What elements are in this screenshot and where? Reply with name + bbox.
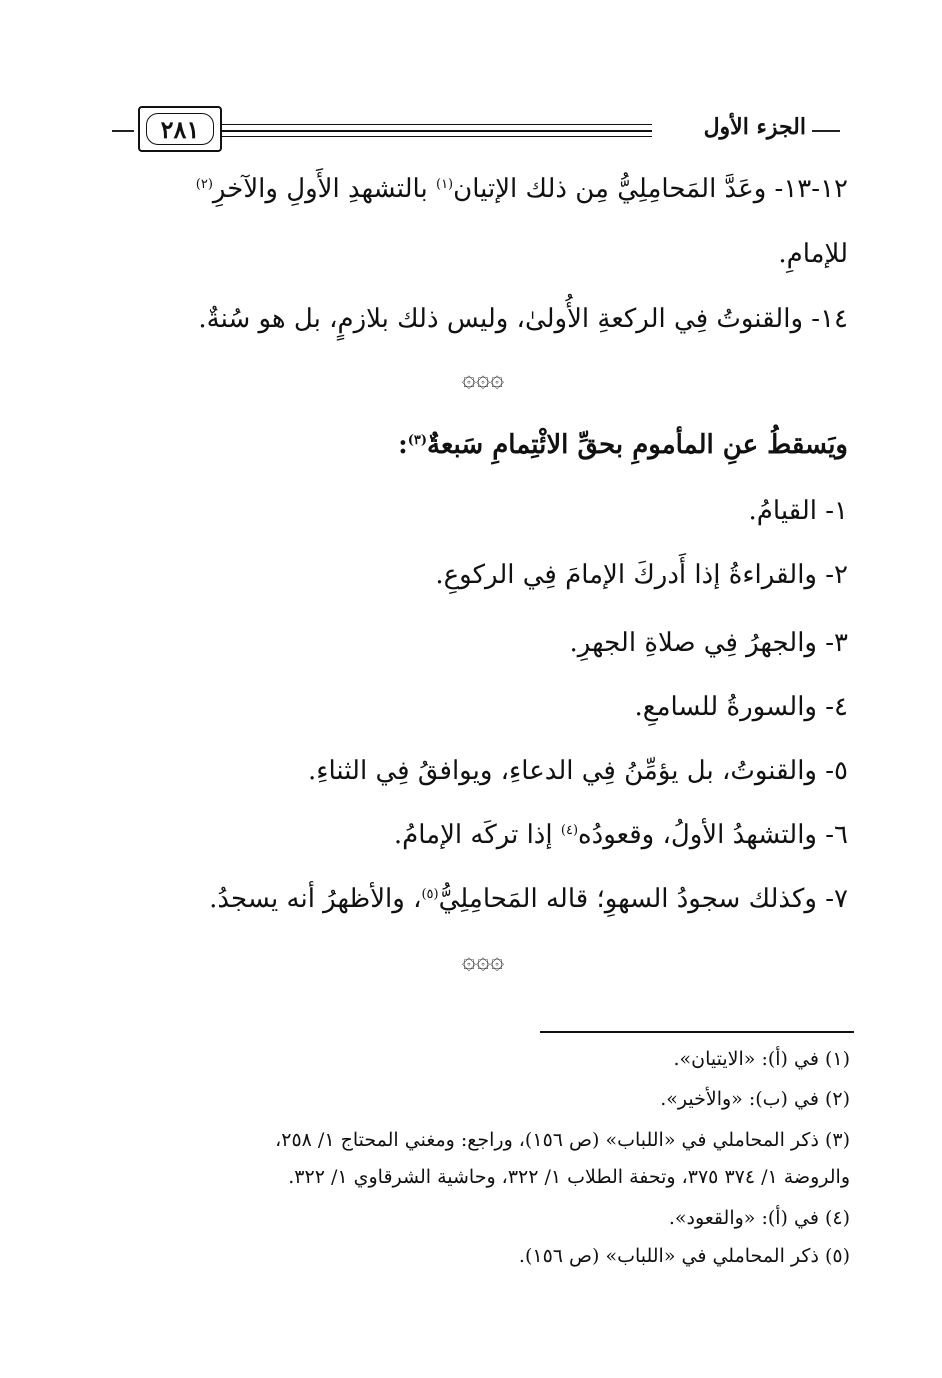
footnote-ref: (٥): [421, 887, 439, 902]
list-item: [394, 818, 848, 852]
footnote-ref: (٢): [195, 177, 213, 192]
text-run: ٦- والتشهدُ الأولُ، وقعودُه: [578, 820, 848, 850]
footnote-ref: (٣): [407, 433, 428, 448]
page-number: ٢٨١: [146, 113, 214, 145]
text-run: ويَسقطُ عنِ المأمومِ بحقِّ الائْتِمامِ سَبعةٌ: [427, 430, 848, 460]
footnote-ref: (٤): [560, 823, 579, 838]
paragraph-line: ١٤- والقنوتُ فِي الركعةِ الأُولىٰ، وليس ذلك بلازمٍ، بل هو سُنةٌ.: [198, 304, 848, 334]
footnote: (٤) في (أ): «والقعود».: [668, 1207, 850, 1229]
section-intro: [398, 428, 848, 462]
paragraph-line: للإمامِ.: [778, 239, 848, 269]
section-divider-ornament: ۞۞۞: [461, 946, 505, 974]
header-title: الجزء الأول: [703, 114, 806, 140]
header-rule-line: [222, 130, 652, 132]
footnote: (٢) في (ب): «والأخير».: [660, 1088, 850, 1110]
paragraph-line: [196, 172, 848, 206]
text-run: :: [398, 430, 408, 460]
page-number-frame: [138, 106, 222, 152]
text-run: ٧- وكذلك سجودُ السهوِ؛ قاله المَحامِلِيُّ: [438, 884, 848, 914]
header-rule-right: [812, 130, 840, 132]
running-header: [112, 104, 840, 156]
text-run: ، والأظهرُ أنه يسجدُ.: [209, 884, 422, 914]
text-run: إذا تركَه الإمامُ.: [393, 820, 561, 850]
text-run: ١٢-١٣- وعَدَّ المَحامِلِيُّ مِن ذلك الإتيان: [453, 174, 848, 204]
list-item: ٣- والجهرُ فِي صلاةِ الجهرِ.: [569, 628, 848, 658]
header-rule-line: [222, 124, 652, 125]
list-item: ٥- والقنوتُ، بل يؤمِّنُ فِي الدعاءِ، ويوافقُ فِي الثناءِ.: [307, 756, 848, 786]
header-rule-line: [222, 136, 652, 137]
list-item: [209, 882, 848, 916]
footnote: (٥) ذكر المحاملي في «اللباب» (ص ١٥٦).: [518, 1245, 850, 1267]
list-item: ٢- والقراءةُ إذا أَدركَ الإمامَ فِي الركوعِ.: [435, 560, 848, 590]
footnote: والروضة ١/ ٣٧٤ ٣٧٥، وتحفة الطلاب ١/ ٣٢٢، وحاشية الشرقاوي ١/ ٣٢٢.: [288, 1166, 850, 1188]
text-run: بالتشهدِ الأَولِ والآخرِ: [212, 174, 436, 204]
header-rule-left: [112, 130, 134, 132]
list-item: ١- القيامُ.: [748, 496, 848, 526]
footnote-separator: [540, 1031, 854, 1033]
footnote: (١) في (أ): «الايتيان».: [673, 1048, 850, 1070]
footnote: (٣) ذكر المحاملي في «اللباب» (ص ١٥٦)، وراجع: ومغني المحتاج ١/ ٢٥٨،: [275, 1129, 850, 1151]
section-divider-ornament: ۞۞۞: [461, 364, 505, 392]
list-item: ٤- والسورةُ للسامعِ.: [634, 692, 848, 722]
footnote-ref: (١): [435, 177, 454, 192]
